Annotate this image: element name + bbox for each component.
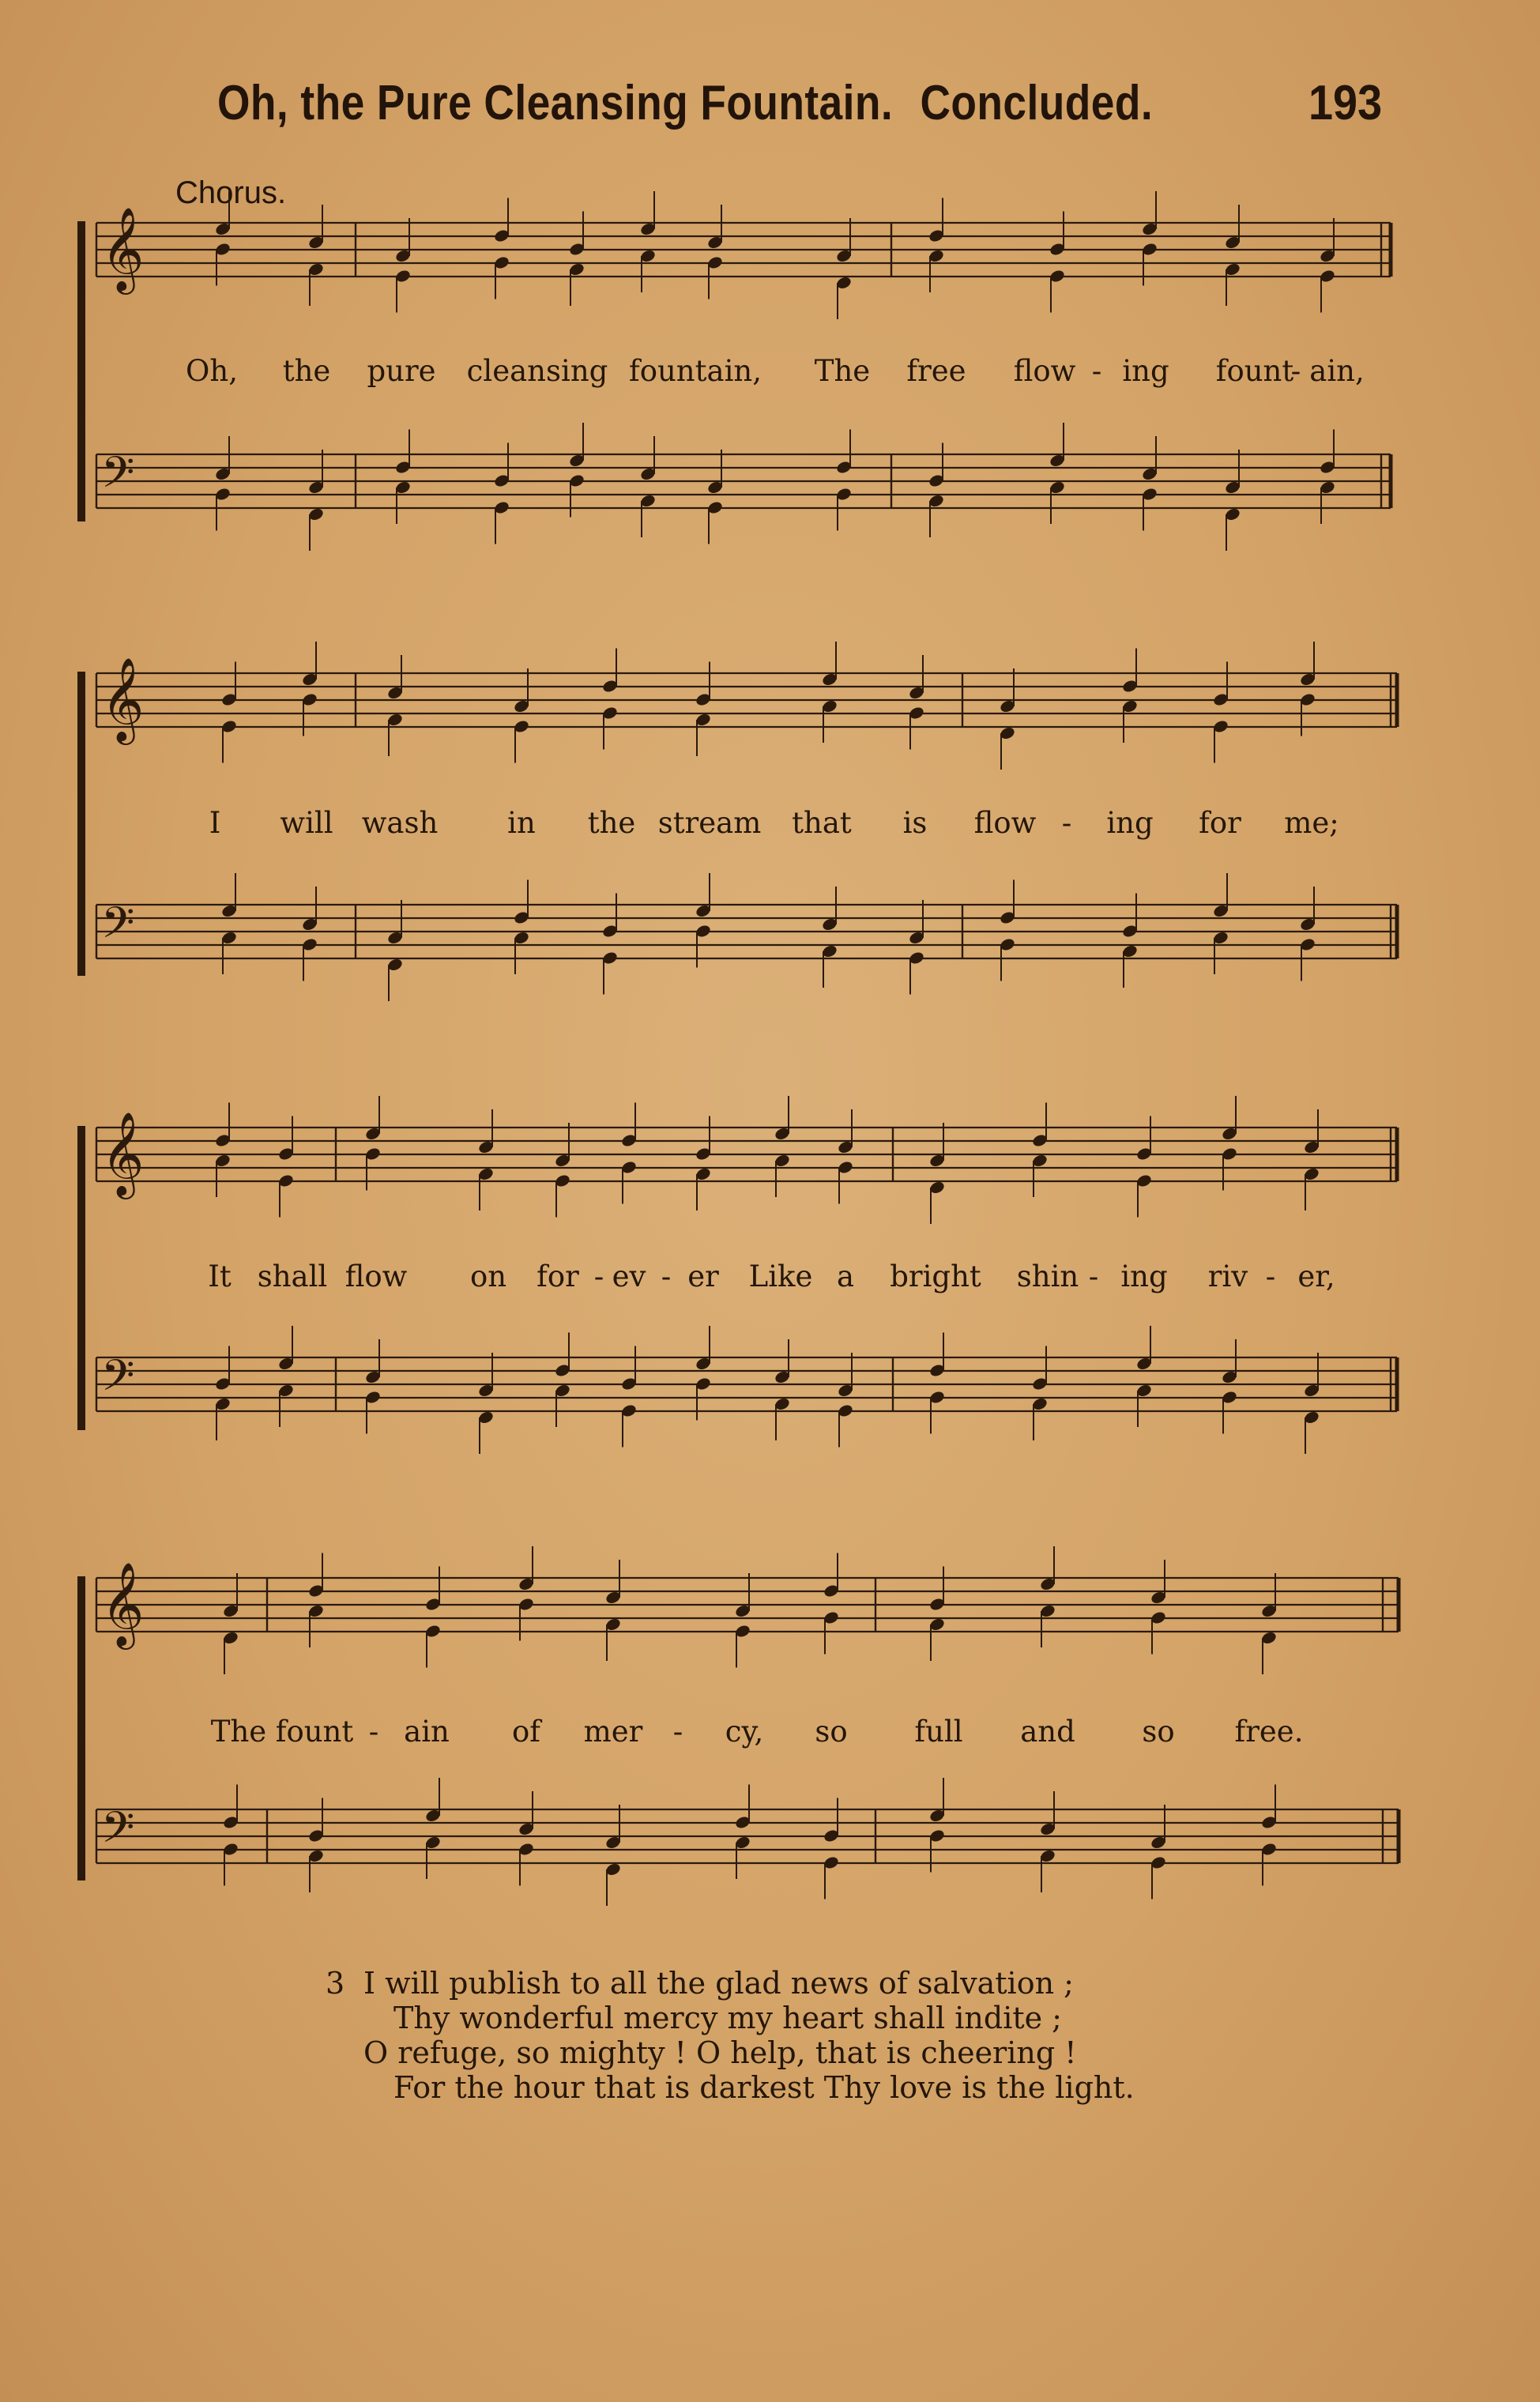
lyric: wash	[361, 806, 439, 840]
lyric: free.	[1234, 1715, 1304, 1749]
system-bracket	[77, 221, 85, 521]
lyric: -	[661, 1259, 672, 1293]
lyric: fount	[275, 1715, 354, 1749]
verse-line: 3 I will publish to all the glad news of salvation ;	[326, 1966, 1074, 2001]
verse-number: 3	[326, 1966, 345, 2001]
verse-line: For the hour that is darkest Thy love is the light.	[393, 2070, 1135, 2105]
bass-clef: 𝄢	[101, 1350, 135, 1411]
lyric: fountain,	[629, 354, 762, 388]
lyric: -	[1061, 806, 1072, 840]
lyric: a	[836, 1259, 855, 1293]
lyric: ain,	[1309, 354, 1365, 388]
lyric: It	[208, 1259, 232, 1293]
song-title: Oh, the Pure Cleansing Fountain.	[217, 76, 894, 130]
lyric: -	[1290, 354, 1301, 388]
lyric: riv	[1207, 1259, 1248, 1293]
lyric: the	[282, 354, 331, 388]
bass-clef: 𝄢	[101, 1802, 135, 1863]
lyric: so	[815, 1715, 848, 1749]
lyric: shall	[257, 1259, 328, 1293]
lyric: for	[1199, 806, 1241, 840]
lyric: free	[906, 354, 966, 388]
lyric: is	[902, 806, 928, 840]
lyric: ain	[404, 1715, 450, 1749]
lyric: ing	[1122, 354, 1169, 388]
system-bracket	[77, 1126, 85, 1430]
lyric: I	[209, 806, 221, 840]
lyric: in	[507, 806, 536, 840]
system-bracket	[77, 1576, 85, 1881]
treble-clef: 𝄞	[101, 657, 145, 741]
lyric: The	[210, 1715, 267, 1749]
lyric: The	[814, 354, 871, 388]
lyric: er	[687, 1259, 719, 1293]
chorus-label: Chorus.	[175, 175, 287, 210]
lyric: -	[1088, 1259, 1099, 1293]
lyric: will	[280, 806, 333, 840]
verse-3	[326, 1966, 1135, 2105]
treble-clef: 𝄞	[101, 1561, 145, 1646]
lyric: ing	[1120, 1259, 1168, 1293]
lyric: fount	[1215, 354, 1294, 388]
lyric: full	[914, 1715, 963, 1749]
lyric: flow	[973, 806, 1037, 840]
lyric: pure	[367, 354, 436, 388]
lyric: of	[512, 1715, 540, 1749]
lyric: cleansing	[466, 354, 608, 388]
lyric: shin	[1016, 1259, 1079, 1293]
treble-clef: 𝄞	[101, 206, 145, 291]
verse-line: Thy wonderful mercy my heart shall indite ;	[393, 2001, 1062, 2035]
song-subtitle: Concluded.	[920, 76, 1154, 130]
lyric: cy,	[725, 1715, 764, 1749]
lyric: ev	[612, 1259, 646, 1293]
lyric: me;	[1284, 806, 1339, 840]
bass-clef: 𝄢	[101, 898, 135, 958]
lyric: flow	[345, 1259, 408, 1293]
lyric: mer	[583, 1715, 643, 1749]
lyric: the	[587, 806, 636, 840]
lyric: -	[593, 1259, 604, 1293]
lyric: -	[1265, 1259, 1276, 1293]
lyric: stream	[657, 806, 762, 840]
lyric: Like	[748, 1259, 813, 1293]
lyric: ing	[1106, 806, 1154, 840]
lyric: bright	[890, 1259, 981, 1293]
lyric: on	[469, 1259, 507, 1293]
lyric: for	[537, 1259, 579, 1293]
treble-clef: 𝄞	[101, 1111, 145, 1195]
lyric: er,	[1297, 1259, 1335, 1293]
system-bracket	[77, 672, 85, 976]
lyric: so	[1142, 1715, 1175, 1749]
lyric: -	[672, 1715, 683, 1749]
page-number: 193	[1308, 76, 1383, 130]
lyric: -	[368, 1715, 379, 1749]
lyric: flow	[1013, 354, 1076, 388]
lyric: Oh,	[186, 354, 238, 388]
lyric: and	[1020, 1715, 1075, 1749]
bass-clef: 𝄢	[101, 447, 135, 508]
lyric: that	[792, 806, 852, 840]
verse-line: O refuge, so mighty ! O help, that is cheering !	[363, 2035, 1077, 2070]
lyric: -	[1091, 354, 1102, 388]
